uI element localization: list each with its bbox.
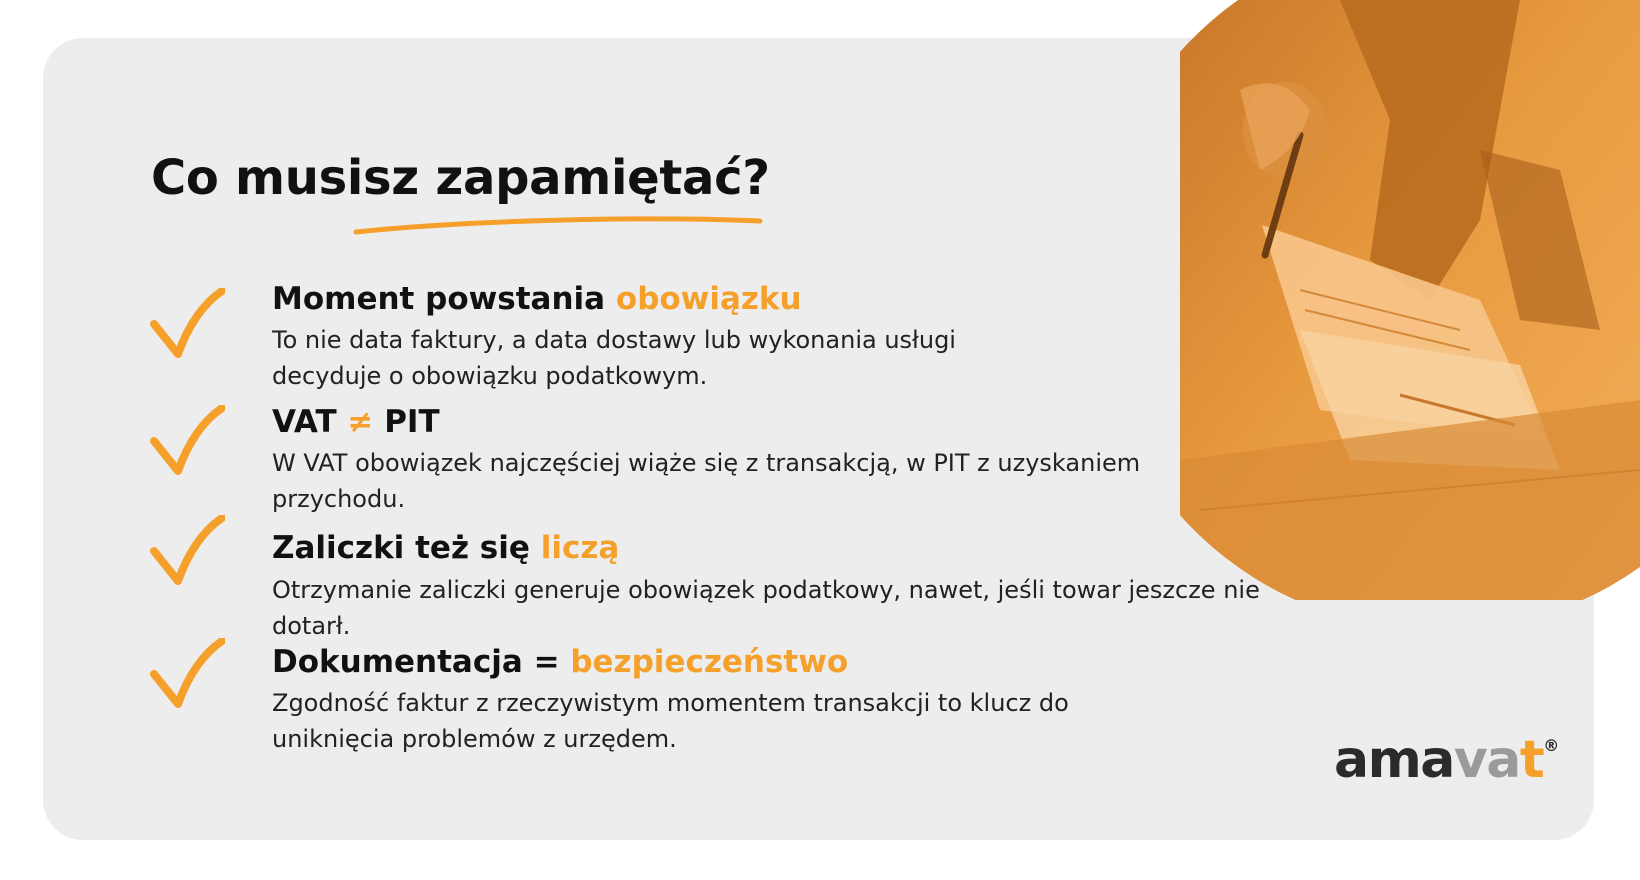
item-description: To nie data faktury, a data dostawy lub wykonania usługi decyduje o obowiązku podatkowym. [272, 326, 956, 390]
item-description: Zgodność faktur z rzeczywistym momentem transakcji to klucz do uniknięcia problemów z urzędem. [272, 689, 1069, 753]
item-title-highlight: bezpieczeństwo [570, 644, 849, 680]
brand-logo [1334, 730, 1559, 790]
title-underline [350, 212, 770, 238]
check-icon [150, 288, 225, 364]
page-title: Co musisz zapamiętać? [151, 150, 770, 206]
item-title-highlight: ≠ [347, 404, 374, 440]
item-title [272, 404, 440, 440]
logo-part2: va [1453, 730, 1520, 790]
check-icon [150, 515, 225, 591]
item-title-highlight: obowiązku [615, 281, 802, 317]
logo-part1: ama [1334, 730, 1454, 790]
check-icon [150, 405, 225, 481]
item-title [272, 530, 619, 566]
check-icon [150, 638, 225, 714]
item-title-text: VAT [272, 404, 348, 440]
item-title-text: Dokumentacja = [272, 644, 571, 680]
item-title-text: Moment powstania [272, 281, 616, 317]
item-title [272, 644, 848, 680]
item-description: W VAT obowiązek najczęściej wiąże się z transakcją, w PIT z uzyskaniem przychodu. [272, 449, 1141, 513]
item-title [272, 281, 802, 317]
item-description: Otrzymanie zaliczki generuje obowiązek podatkowy, nawet, jeśli towar jeszcze nie dotarł. [272, 576, 1260, 640]
item-title-highlight: liczą [540, 530, 620, 566]
registered-mark: ® [1543, 736, 1560, 755]
logo-part3: t [1519, 730, 1544, 790]
item-title-text: Zaliczki też się [272, 530, 541, 566]
item-title-text-after: PIT [373, 404, 440, 440]
